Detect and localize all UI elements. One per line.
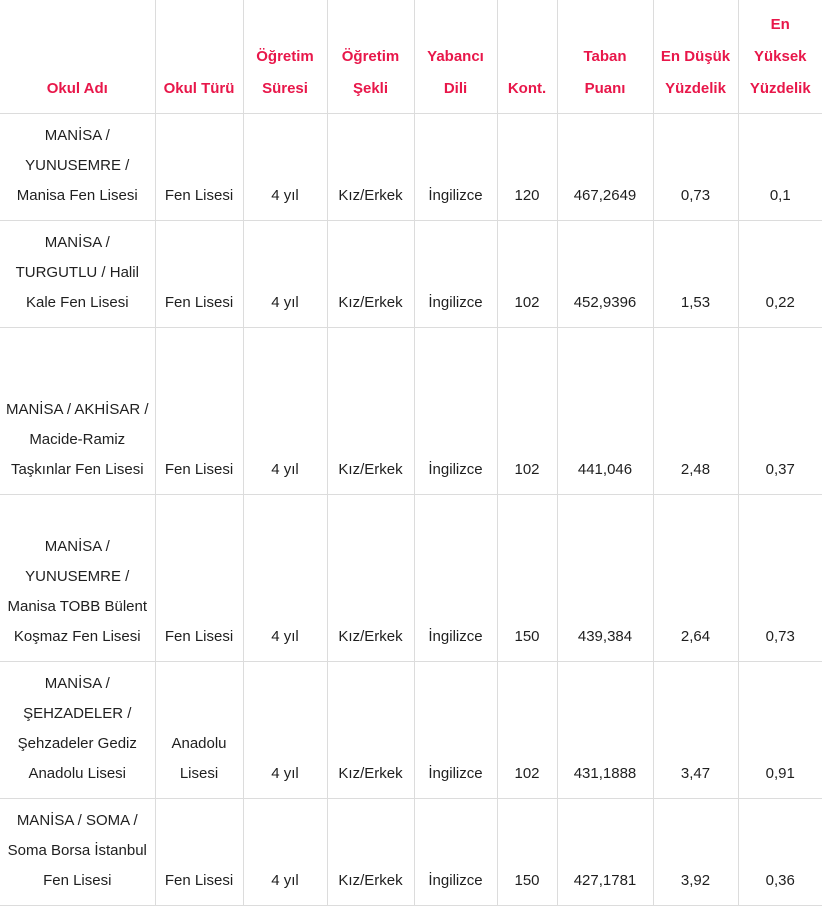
cell-duration: 4 yıl (243, 494, 327, 661)
cell-language: İngilizce (414, 494, 497, 661)
cell-school-type: Anadolu Lisesi (155, 661, 243, 798)
cell-school-name: MANİSA / YUNUSEMRE / Manisa TOBB Bülent Koşmaz Fen Lisesi (0, 494, 155, 661)
cell-language: İngilizce (414, 798, 497, 905)
cell-duration: 4 yıl (243, 220, 327, 327)
cell-quota: 120 (497, 113, 557, 220)
cell-quota: 102 (497, 661, 557, 798)
cell-mode: Kız/Erkek (327, 494, 414, 661)
cell-lowest-percentile: 0,73 (653, 113, 738, 220)
cell-school-type: Fen Lisesi (155, 113, 243, 220)
cell-highest-percentile: 0,37 (738, 327, 822, 494)
cell-duration: 4 yıl (243, 113, 327, 220)
cell-lowest-percentile: 3,92 (653, 798, 738, 905)
cell-quota: 150 (497, 798, 557, 905)
table-row (0, 220, 822, 327)
header-school-type: Okul Türü (155, 0, 243, 113)
cell-language: İngilizce (414, 220, 497, 327)
cell-base-score: 441,046 (557, 327, 653, 494)
cell-quota: 102 (497, 327, 557, 494)
cell-highest-percentile: 0,1 (738, 113, 822, 220)
cell-mode: Kız/Erkek (327, 327, 414, 494)
cell-duration: 4 yıl (243, 661, 327, 798)
cell-mode: Kız/Erkek (327, 798, 414, 905)
cell-school-name: MANİSA / SOMA / Soma Borsa İstanbul Fen Lisesi (0, 798, 155, 905)
cell-school-name: MANİSA / YUNUSEMRE / Manisa Fen Lisesi (0, 113, 155, 220)
cell-highest-percentile: 0,73 (738, 494, 822, 661)
cell-lowest-percentile: 1,53 (653, 220, 738, 327)
table-row (0, 113, 822, 220)
cell-school-name: MANİSA / ŞEHZADELER / Şehzadeler Gediz Anadolu Lisesi (0, 661, 155, 798)
table-row (0, 494, 822, 661)
cell-duration: 4 yıl (243, 327, 327, 494)
cell-base-score: 467,2649 (557, 113, 653, 220)
cell-highest-percentile: 0,36 (738, 798, 822, 905)
cell-language: İngilizce (414, 113, 497, 220)
header-quota: Kont. (497, 0, 557, 113)
cell-base-score: 452,9396 (557, 220, 653, 327)
cell-quota: 102 (497, 220, 557, 327)
cell-lowest-percentile: 2,48 (653, 327, 738, 494)
header-mode: Öğretim Şekli (327, 0, 414, 113)
cell-school-type: Fen Lisesi (155, 327, 243, 494)
header-duration: Öğretim Süresi (243, 0, 327, 113)
cell-school-type: Fen Lisesi (155, 798, 243, 905)
cell-school-name: MANİSA / TURGUTLU / Halil Kale Fen Lisesi (0, 220, 155, 327)
cell-highest-percentile: 0,22 (738, 220, 822, 327)
cell-duration: 4 yıl (243, 798, 327, 905)
cell-lowest-percentile: 2,64 (653, 494, 738, 661)
cell-mode: Kız/Erkek (327, 220, 414, 327)
header-school-name: Okul Adı (0, 0, 155, 113)
table-row (0, 661, 822, 798)
cell-language: İngilizce (414, 661, 497, 798)
header-base-score: Taban Puanı (557, 0, 653, 113)
cell-school-type: Fen Lisesi (155, 494, 243, 661)
header-lowest-percentile: En Düşük Yüzdelik (653, 0, 738, 113)
cell-school-name: MANİSA / AKHİSAR / Macide-Ramiz Taşkınlar Fen Lisesi (0, 327, 155, 494)
cell-quota: 150 (497, 494, 557, 661)
cell-base-score: 431,1888 (557, 661, 653, 798)
header-highest-percentile: En Yüksek Yüzdelik (738, 0, 822, 113)
cell-mode: Kız/Erkek (327, 661, 414, 798)
cell-school-type: Fen Lisesi (155, 220, 243, 327)
cell-mode: Kız/Erkek (327, 113, 414, 220)
cell-language: İngilizce (414, 327, 497, 494)
table-row (0, 327, 822, 494)
cell-highest-percentile: 0,91 (738, 661, 822, 798)
table-header-row (0, 0, 822, 113)
table-row (0, 798, 822, 905)
header-language: Yabancı Dili (414, 0, 497, 113)
cell-base-score: 439,384 (557, 494, 653, 661)
cell-lowest-percentile: 3,47 (653, 661, 738, 798)
cell-base-score: 427,1781 (557, 798, 653, 905)
